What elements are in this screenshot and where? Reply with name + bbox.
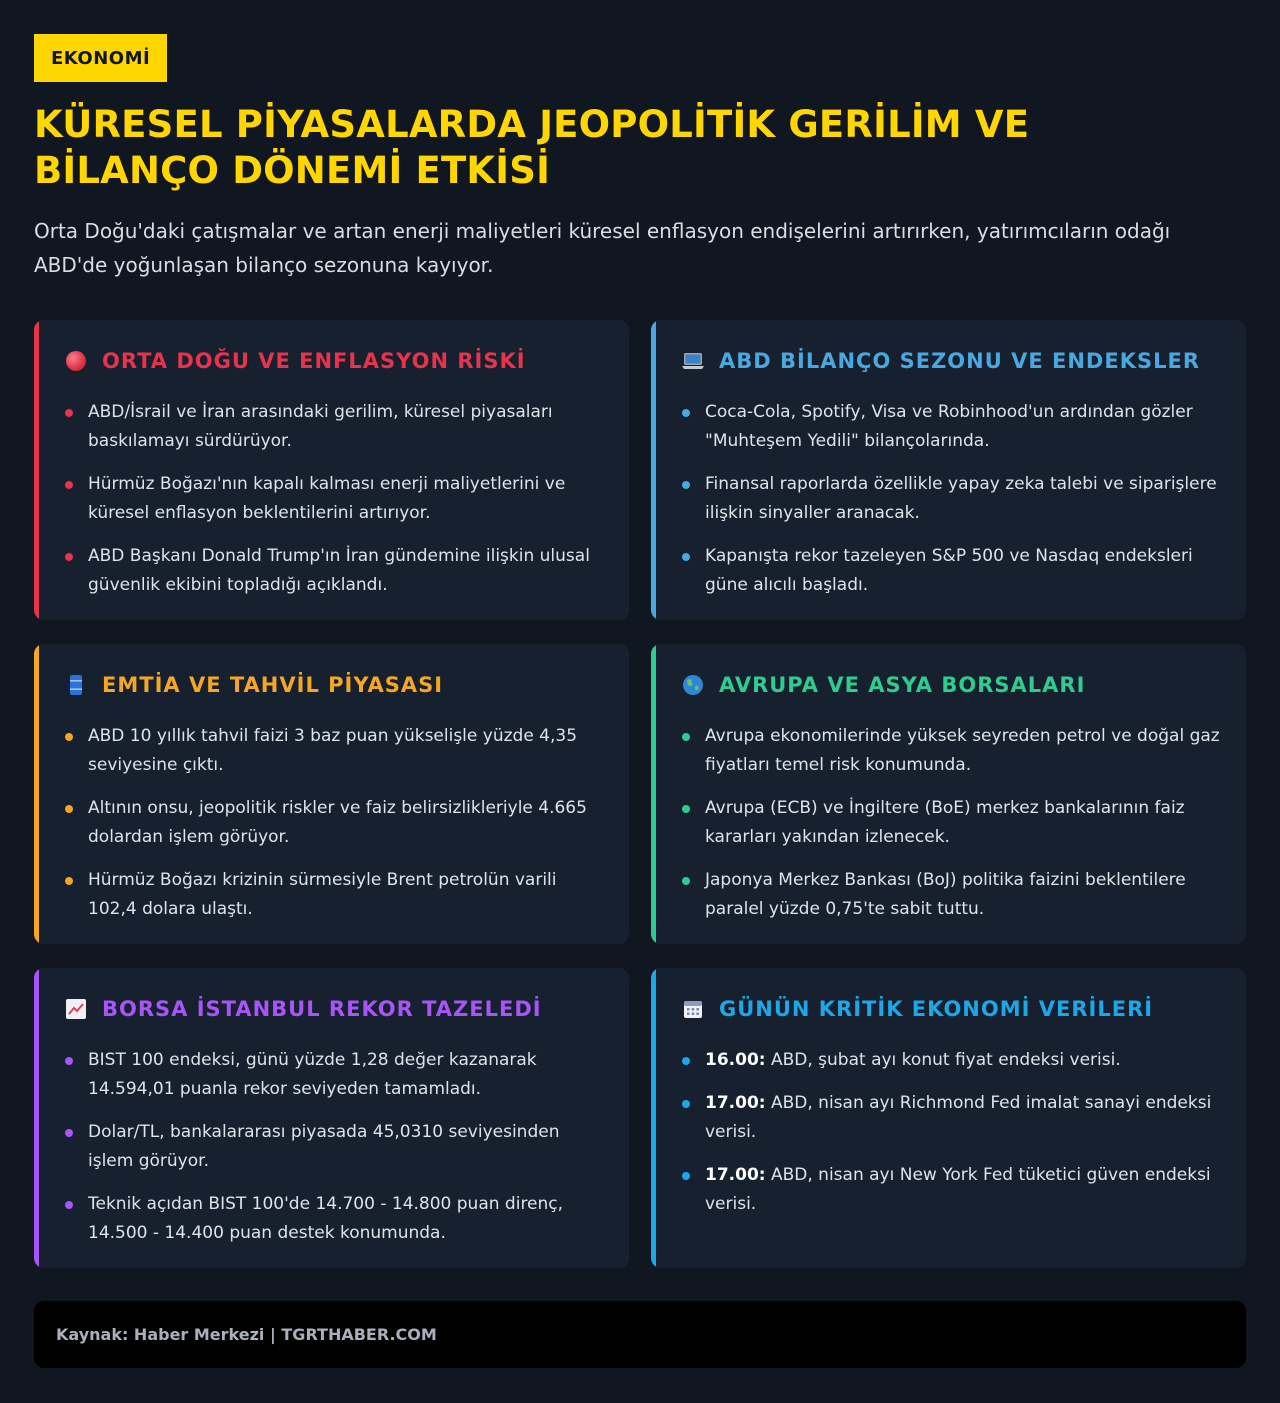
globe-icon — [681, 673, 705, 697]
page-subtitle: Orta Doğu'daki çatışmalar ve artan enerji maliyetleri küresel enflasyon endişelerini artırırken, yatırımcıların odağı ABD'de yoğunlaşan bilanço sezonuna kayıyor. — [34, 219, 1171, 277]
event-text: ABD, nisan ayı Richmond Fed imalat sanayi endeksi verisi. — [705, 1093, 1212, 1142]
source-footer — [34, 1301, 1246, 1368]
list-item: Japonya Merkez Bankası (BoJ) politika faizini beklentilere paralel yüzde 0,75'te sabit tuttu. — [681, 866, 1224, 924]
card-title: ABD BİLANÇO SEZONU VE ENDEKSLER — [719, 349, 1200, 373]
list-item: Altının onsu, jeopolitik riskler ve faiz belirsizlikleriyle 4.665 dolardan işlem görüyor. — [64, 794, 607, 852]
card-commodities — [34, 644, 629, 944]
card-header — [64, 346, 607, 376]
list-item: ABD/İsrail ve İran arasındaki gerilim, küresel piyasaları baskılamayı sürdürüyor. — [64, 398, 607, 456]
card-economic-calendar — [651, 968, 1246, 1268]
red-circle-icon — [64, 349, 88, 373]
cards-grid — [34, 320, 1246, 1268]
bullet-list — [681, 1046, 1224, 1219]
list-item: ABD 10 yıllık tahvil faizi 3 baz puan yükselişle yüzde 4,35 seviyesine çıktı. — [64, 722, 607, 780]
list-item — [681, 1089, 1224, 1147]
card-header — [64, 994, 607, 1024]
event-text: ABD, nisan ayı New York Fed tüketici güven endeksi verisi. — [705, 1165, 1211, 1214]
bullet-list — [681, 398, 1224, 600]
bullet-list — [681, 722, 1224, 924]
category-badge: EKONOMİ — [34, 34, 167, 82]
card-header — [681, 994, 1224, 1024]
card-title: AVRUPA VE ASYA BORSALARI — [719, 673, 1086, 697]
card-borsa-istanbul — [34, 968, 629, 1268]
list-item — [681, 1046, 1224, 1075]
list-item: BIST 100 endeksi, günü yüzde 1,28 değer kazanarak 14.594,01 puanla rekor seviyeden tamamladı. — [64, 1046, 607, 1104]
calendar-icon — [681, 997, 705, 1021]
event-text: ABD, şubat ayı konut fiyat endeksi verisi. — [765, 1050, 1121, 1070]
list-item: Teknik açıdan BIST 100'de 14.700 - 14.800 puan direnç, 14.500 - 14.400 puan destek konumunda. — [64, 1190, 607, 1248]
chart-up-icon — [64, 997, 88, 1021]
list-item: Avrupa ekonomilerinde yüksek seyreden petrol ve doğal gaz fiyatları temel risk konumunda. — [681, 722, 1224, 780]
list-item: Finansal raporlarda özellikle yapay zeka talebi ve siparişlere ilişkin sinyaller aranacak. — [681, 470, 1224, 528]
list-item: Dolar/TL, bankalararası piyasada 45,0310 seviyesinden işlem görüyor. — [64, 1118, 607, 1176]
list-item: Hürmüz Boğazı krizinin sürmesiyle Brent petrolün varili 102,4 dolara ulaştı. — [64, 866, 607, 924]
event-time: 17.00: — [705, 1165, 766, 1185]
page-title: KÜRESEL PİYASALARDA JEOPOLİTİK GERİLİM VE BİLANÇO DÖNEMİ ETKİSİ — [34, 103, 1030, 192]
list-item: Avrupa (ECB) ve İngiltere (BoE) merkez bankalarının faiz kararları yakından izlenecek. — [681, 794, 1224, 852]
card-title: EMTİA VE TAHVİL PİYASASI — [102, 673, 444, 697]
oil-barrel-icon — [64, 673, 88, 697]
list-item — [681, 1161, 1224, 1219]
list-item: Hürmüz Boğazı'nın kapalı kalması enerji maliyetlerini ve küresel enflasyon beklentilerini artırıyor. — [64, 470, 607, 528]
card-europe-asia — [651, 644, 1246, 944]
bullet-list — [64, 722, 607, 924]
list-item: Kapanışta rekor tazeleyen S&P 500 ve Nasdaq endeksleri güne alıcılı başladı. — [681, 542, 1224, 600]
card-middle-east — [34, 320, 629, 620]
card-us-earnings — [651, 320, 1246, 620]
card-title: BORSA İSTANBUL REKOR TAZELEDİ — [102, 997, 542, 1021]
bullet-list — [64, 1046, 607, 1248]
card-title: GÜNÜN KRİTİK EKONOMİ VERİLERİ — [719, 997, 1154, 1021]
source-text: Kaynak: Haber Merkezi | TGRTHABER.COM — [56, 1325, 437, 1344]
list-item: Coca-Cola, Spotify, Visa ve Robinhood'un ardından gözler "Muhteşem Yedili" bilançolarında. — [681, 398, 1224, 456]
list-item: ABD Başkanı Donald Trump'ın İran gündemine ilişkin ulusal güvenlik ekibini topladığı açıklandı. — [64, 542, 607, 600]
bullet-list — [64, 398, 607, 600]
event-time: 16.00: — [705, 1050, 766, 1070]
event-time: 17.00: — [705, 1093, 766, 1113]
card-header — [681, 670, 1224, 700]
laptop-icon — [681, 349, 705, 373]
card-title: ORTA DOĞU VE ENFLASYON RİSKİ — [102, 349, 526, 373]
card-header — [681, 346, 1224, 376]
card-header — [64, 670, 607, 700]
